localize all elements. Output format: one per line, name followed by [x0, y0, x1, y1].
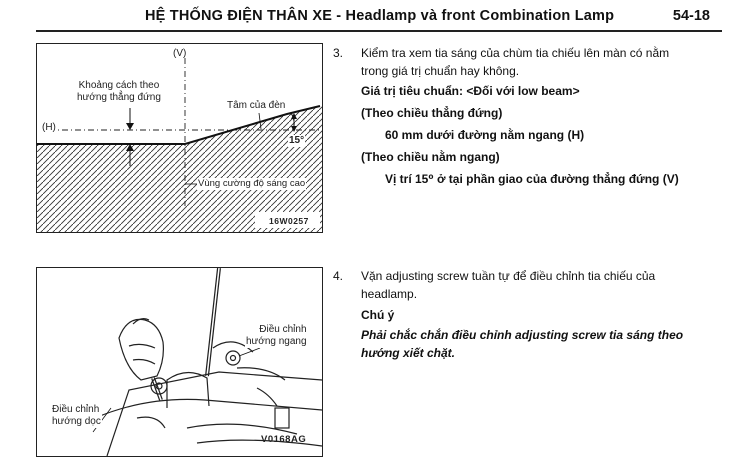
note-label: Chú ý — [361, 308, 395, 322]
vertical-heading: (Theo chiều thẳng đứng) — [361, 106, 503, 120]
v-axis-label: (V) — [173, 48, 187, 59]
h-axis-label: (H) — [42, 122, 56, 133]
step-body — [361, 267, 726, 362]
adjusting-screw-illustration — [36, 267, 323, 457]
step-number: 4. — [333, 269, 344, 283]
horizontal-value: Vị trí 15⁰ ở tại phần giao của đường thẳng đứng (V) — [385, 172, 679, 186]
figure-code: 16W0257 — [269, 216, 309, 226]
step-text-line: Kiểm tra xem tia sáng của chùm tia chiếu lên màn có nằm — [361, 46, 670, 60]
angle-label: 15° — [289, 135, 305, 146]
lamp-center-label: Tâm của đèn — [227, 100, 286, 111]
page-header — [0, 0, 750, 32]
horizontal-heading: (Theo chiều nằm ngang) — [361, 150, 500, 164]
step-text-line: headlamp. — [361, 287, 418, 301]
page-number: 54-18 — [672, 8, 710, 24]
horizontal-adjust-label: Điều chỉnh hướng ngang — [246, 324, 307, 347]
step-body — [361, 44, 726, 188]
step-number: 3. — [333, 46, 344, 60]
figure-code: V0168AG — [261, 434, 307, 445]
page-title: HỆ THỐNG ĐIỆN THÂN XE - Headlamp và front Combination Lamp — [145, 8, 615, 24]
vertical-adjust-label: Điều chỉnh hướng dọc — [52, 404, 101, 427]
vertical-distance-label: Khoảng cách theo hướng thẳng đứng — [77, 80, 161, 103]
standard-value-label: Giá trị tiêu chuẩn: <Đối với low beam> — [361, 84, 580, 98]
note-text-line: Phải chắc chắn điều chỉnh adjusting screw tia sáng theo — [361, 328, 684, 342]
header-divider — [36, 30, 722, 32]
beam-screen-diagram — [36, 43, 323, 233]
beam-screen-drawing — [37, 44, 322, 232]
step-text-line: trong giá trị chuẩn hay không. — [361, 64, 520, 78]
bright-zone-label: Vùng cường độ sáng cao — [198, 178, 306, 189]
vertical-value: 60 mm dưới đường nằm ngang (H) — [385, 128, 585, 142]
note-text-line: hướng xiết chặt. — [361, 346, 455, 360]
step-text-line: Vặn adjusting screw tuần tự để điều chỉnh tia chiếu của — [361, 269, 656, 283]
